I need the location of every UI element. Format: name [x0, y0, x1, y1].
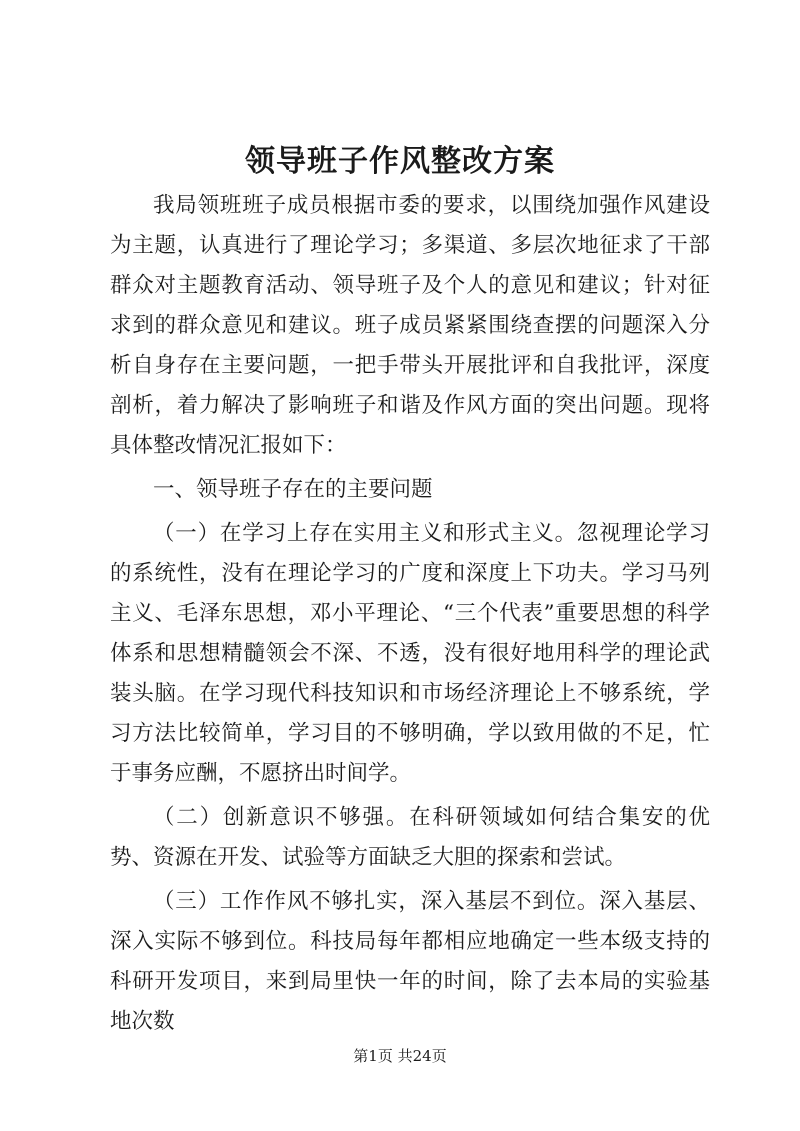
document-title: 领导班子作风整改方案: [245, 144, 555, 179]
paragraph-issue-2: （二）创新意识不够强。在科研领域如何结合集安的优势、资源在开发、试验等方面缺乏大胆的探索和尝试。: [110, 805, 710, 870]
paragraph-intro: 我局领班班子成员根据市委的要求，以围绕加强作风建设为主题，认真进行了理论学习；多渠道、多层次地征求了干部群众对主题教育活动、领导班子及个人的意见和建议；针对征求到的群众意见和建议。班子成员紧紧围绕查摆的问题深入分析自身存在主要问题，一把手带头开展批评和自我批评，深度剖析，着力解决了影响班子和谐及作风方面的突出问题。现将具体整改情况汇报如下：: [110, 193, 710, 458]
paragraph-issue-3: （三）工作作风不够扎实，深入基层不到位。深入基层、深入实际不够到位。科技局每年都相应地确定一些本级支持的科研开发项目，来到局里快一年的时间，除了去本局的实验基地次数: [110, 889, 710, 1034]
section-heading-problems: 一、领导班子存在的主要问题: [153, 477, 433, 502]
page-footer: 第1页 共24页: [353, 1047, 447, 1065]
document-body: [110, 186, 710, 1042]
paragraph-issue-1: （一）在学习上存在实用主义和形式主义。忽视理论学习的系统性，没有在理论学习的广度和深度上下功夫。学习马列主义、毛泽东思想，邓小平理论、“三个代表”重要思想的科学体系和思想精髓领会不深、不透，没有很好地用科学的理论武装头脑。在学习现代科技知识和市场经济理论上不够系统，学习方法比较简单，学习目的不够明确，学以致用做的不足，忙于事务应酬，不愿挤出时间学。: [110, 521, 710, 786]
